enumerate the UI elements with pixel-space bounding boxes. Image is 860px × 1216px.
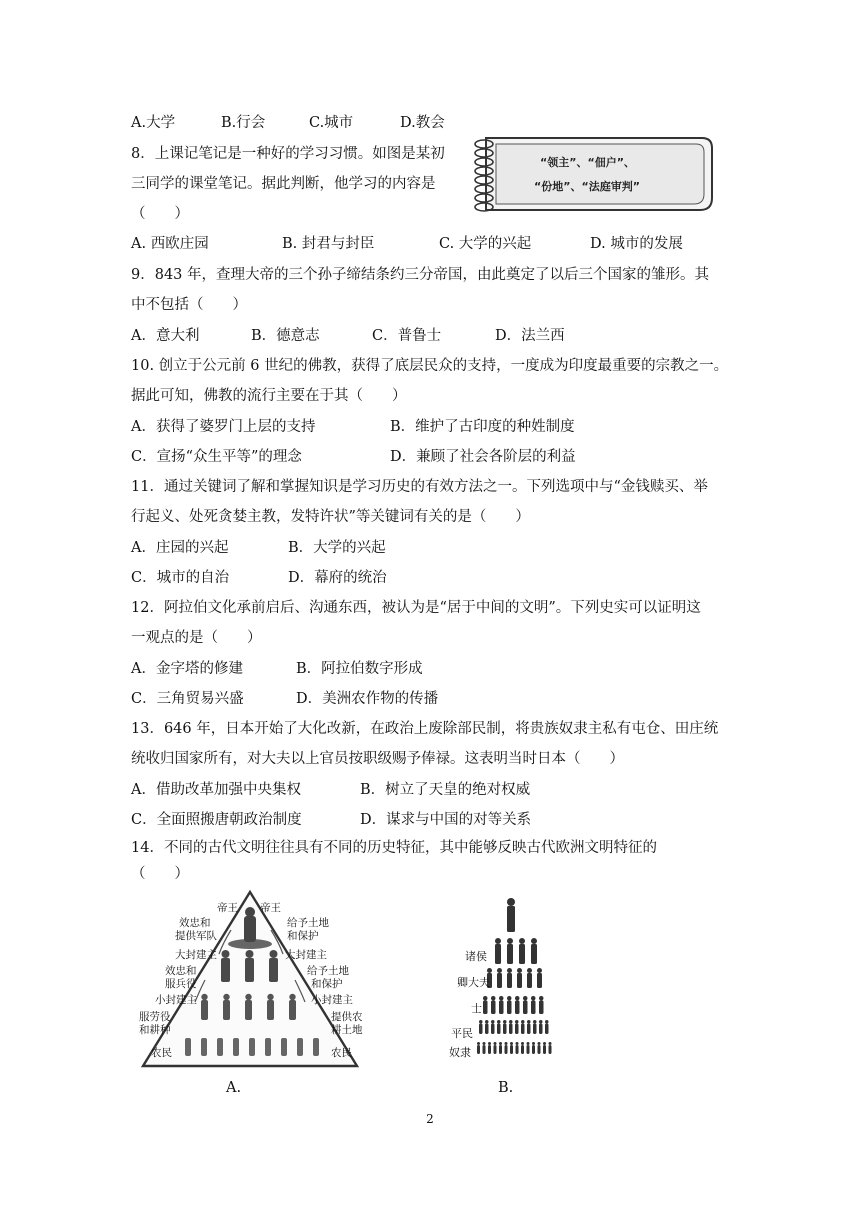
q7-option-b: B.行会 (221, 115, 266, 131)
figb-head-row5-3 (491, 1020, 495, 1024)
figb-head-row5-12 (545, 1020, 549, 1024)
figb-head-row5-7 (515, 1020, 519, 1024)
figa-label-protect-1: 和保护 (287, 930, 319, 942)
figb-head-row6-12 (538, 1042, 541, 1045)
figb-figure-row5-6 (509, 1024, 513, 1035)
figb-head-row2-1 (495, 938, 501, 944)
figb-head-row2-2 (507, 938, 513, 944)
q9-stem-line-2: 中不包括（ ） (131, 297, 247, 313)
figb-figure-row5-9 (527, 1024, 531, 1035)
figa-label-king-left: 帝王 (217, 902, 238, 914)
figb-head-row4-3 (499, 996, 504, 1001)
figb-figure-row4-1 (483, 1001, 488, 1015)
figb-figure-row2-3 (519, 944, 525, 964)
q12-stem-line-1: 12．阿拉伯文化承前启后、沟通东西，被认为是“居于中间的文明”。下列史实可以证明这 (131, 600, 701, 616)
q8-stem-line-3: （ ） (131, 206, 189, 222)
figa-label-king-right: 帝王 (260, 902, 281, 914)
figa-label-grant-land-1: 给予土地 (287, 917, 329, 929)
figb-label-qingdafu: 卿大夫 (457, 976, 490, 989)
figb-figure-row3-3 (507, 973, 512, 988)
q11-stem-line-1: 11．通过关键词了解和掌握知识是学习历史的有效方法之一。下列选项中与“金钱赎买、举 (131, 479, 708, 495)
figb-figure-row6-10 (527, 1045, 530, 1054)
figb-figure-row6-14 (549, 1045, 552, 1054)
figa-label-protect-2: 和保护 (311, 978, 343, 990)
figb-head-row4-6 (523, 996, 528, 1001)
figa-label-big-lord-right: 大封建主 (285, 949, 327, 961)
figb-figure-row6-6 (505, 1045, 508, 1054)
figb-figure-row6-13 (543, 1045, 546, 1054)
q12-option-c: C．三角贸易兴盛 (131, 691, 244, 707)
figb-head-row4-7 (531, 996, 536, 1001)
figb-figure-row6-9 (521, 1045, 524, 1054)
q9-option-c: C．普鲁士 (372, 328, 442, 344)
figb-figure-row4-4 (507, 1001, 512, 1015)
figb-figure-row5-1 (479, 1024, 483, 1035)
figb-head-row4-1 (483, 996, 488, 1001)
q14-stem-line-1: 14．不同的古代文明往往具有不同的历史特征，其中能够反映古代欧洲文明特征的 (131, 840, 657, 856)
figa-label-farmland: 耕土地 (331, 1024, 363, 1036)
q12-option-b: B．阿拉伯数字形成 (296, 661, 423, 677)
figb-head-row4-4 (507, 996, 512, 1001)
figb-figure-row6-1 (477, 1045, 480, 1054)
figb-label-shi: 士 (471, 1002, 482, 1015)
q11-stem-line-2: 行起义、处死贪婪主教，发特许状”等关键词有关的是（ ） (131, 509, 530, 525)
figb-head-row3-2 (497, 968, 502, 973)
figb-figure-row5-8 (521, 1024, 525, 1035)
figa-label-peasant-right: 农民 (331, 1047, 352, 1059)
figb-figure-row3-4 (517, 973, 522, 988)
q14-stem-line-2: （ ） (131, 866, 189, 882)
q13-option-c: C．全面照搬唐朝政治制度 (131, 812, 302, 828)
figb-figure-row4-3 (499, 1001, 504, 1015)
figa-label-small-lord-right: 小封建主 (311, 994, 353, 1006)
q8-option-c: C. 大学的兴起 (439, 236, 532, 252)
figb-head-row3-3 (507, 968, 512, 973)
figb-head-row6-5 (499, 1042, 502, 1045)
q8-option-d: D. 城市的发展 (590, 236, 683, 252)
figa-label-army: 提供军队 (175, 930, 217, 942)
q14-figure-b-zhou-hierarchy (445, 892, 560, 1066)
figb-head-row6-3 (488, 1042, 491, 1045)
q10-option-c: C．宣扬“众生平等”的理念 (131, 449, 302, 465)
figb-figure-row6-8 (516, 1045, 519, 1054)
figb-head-row4-5 (515, 996, 520, 1001)
figb-figure-row5-11 (539, 1024, 543, 1035)
figb-head-row6-4 (494, 1042, 497, 1045)
figb-figure-row6-11 (532, 1045, 535, 1054)
q9-option-d: D．法兰西 (495, 328, 565, 344)
figb-figure-row3-5 (527, 973, 532, 988)
figb-figure-row3-2 (497, 973, 502, 988)
figb-head-row6-7 (510, 1042, 513, 1045)
figa-label-labor-service: 服劳役 (139, 1011, 171, 1023)
figb-head-row6-9 (521, 1042, 524, 1045)
figb-figure-row2-4 (531, 944, 537, 964)
q14-caption-b: B. (498, 1080, 514, 1096)
figb-label-pingmin: 平民 (451, 1027, 473, 1040)
figb-figure-row6-12 (538, 1045, 541, 1054)
figb-figure-row4-7 (531, 1001, 536, 1015)
q12-option-a: A．金字塔的修建 (131, 661, 243, 677)
figa-label-farming: 和耕种 (139, 1024, 171, 1036)
q13-option-a: A．借助改革加强中央集权 (131, 782, 301, 798)
q8-note-line-2: “份地”、“法庭审判” (534, 180, 640, 193)
figb-head-row5-10 (533, 1020, 537, 1024)
figb-figure-row5-12 (545, 1024, 549, 1035)
figb-figure-row2-2 (507, 944, 513, 964)
q12-stem-line-2: 一观点的是（ ） (131, 630, 262, 646)
q10-option-d: D．兼顾了社会各阶层的利益 (390, 449, 576, 465)
figb-head-row6-10 (527, 1042, 530, 1045)
q8-option-a: A. 西欧庄园 (131, 236, 209, 252)
figb-head-row6-2 (483, 1042, 486, 1045)
figb-head-row3-5 (527, 968, 532, 973)
q13-stem-line-1: 13．646 年，日本开始了大化改新，在政治上废除部民制，将贵族奴隶主私有屯仓、田庄统 (131, 721, 719, 737)
figb-figure-row6-2 (483, 1045, 486, 1054)
figb-figure-row3-6 (537, 973, 542, 988)
q14-caption-a: A. (226, 1080, 242, 1096)
figb-label-nuli: 奴隶 (449, 1046, 471, 1059)
q7-option-c: C.城市 (309, 115, 354, 131)
figb-head-row2-4 (531, 938, 537, 944)
q11-option-d: D．幕府的统治 (288, 570, 387, 586)
figb-head-row5-4 (497, 1020, 501, 1024)
figa-label-big-lord-left: 大封建主 (175, 949, 217, 961)
q10-option-b: B．维护了古印度的种姓制度 (390, 419, 575, 435)
figb-head-row3-4 (517, 968, 522, 973)
figb-head-row5-8 (521, 1020, 525, 1024)
figb-head-row5-11 (539, 1020, 543, 1024)
figb-figure-row6-3 (488, 1045, 491, 1054)
figa-label-loyalty-1: 效忠和 (179, 917, 211, 929)
q7-option-d: D.教会 (400, 115, 445, 131)
figb-figure-row2-1 (495, 944, 501, 964)
figb-head-row3-6 (537, 968, 542, 973)
figb-figure-row1-1 (507, 906, 515, 932)
figb-head-row5-9 (527, 1020, 531, 1024)
q8-note-line-1: “领主”、“佃户”、 (540, 156, 635, 169)
q13-stem-line-2: 统收归国家所有，对大夫以上官员按职级赐予俸禄。这表明当时日本（ ） (131, 751, 624, 767)
q8-notebook-image (470, 132, 720, 214)
figb-figure-row6-4 (494, 1045, 497, 1054)
q10-option-a: A．获得了婆罗门上层的支持 (131, 419, 316, 435)
figb-figure-row5-5 (503, 1024, 507, 1035)
q7-option-a: A.大学 (131, 115, 176, 131)
figb-head-row4-8 (539, 996, 544, 1001)
figa-label-grant-land-2: 给予土地 (307, 965, 349, 977)
q11-option-c: C．城市的自治 (131, 570, 230, 586)
figb-figure-row6-7 (510, 1045, 513, 1054)
figa-label-small-lord-left: 小封建主 (155, 994, 197, 1006)
page-number: 2 (426, 1112, 434, 1126)
q10-stem-line-1: 10. 创立于公元前 6 世纪的佛教，获得了底层民众的支持，一度成为印度最重要的宗教之一。 (131, 358, 729, 374)
figb-head-row6-1 (477, 1042, 480, 1045)
figb-head-row1-1 (507, 898, 515, 906)
figb-head-row5-6 (509, 1020, 513, 1024)
figb-head-row4-2 (491, 996, 496, 1001)
figb-figure-row5-2 (485, 1024, 489, 1035)
q10-stem-line-2: 据此可知，佛教的流行主要在于其（ ） (131, 388, 407, 404)
figb-head-row3-1 (487, 968, 492, 973)
figb-figure-row5-3 (491, 1024, 495, 1035)
figb-head-row5-2 (485, 1020, 489, 1024)
figb-figure-row4-2 (491, 1001, 496, 1015)
figa-label-military-service: 服兵役 (165, 978, 197, 990)
figb-figure-row4-8 (539, 1001, 544, 1015)
figb-figure-row4-6 (523, 1001, 528, 1015)
q13-option-b: B．树立了天皇的绝对权威 (360, 782, 531, 798)
figb-head-row6-11 (532, 1042, 535, 1045)
q8-option-b: B. 封君与封臣 (282, 236, 375, 252)
q14-figure-a-feudal-pyramid (135, 888, 365, 1073)
figb-head-row2-3 (519, 938, 525, 944)
q8-stem-line-2: 三同学的课堂笔记。据此判断，他学习的内容是 (131, 176, 436, 192)
figb-head-row6-6 (505, 1042, 508, 1045)
figb-figure-row5-10 (533, 1024, 537, 1035)
q9-stem-line-1: 9．843 年，查理大帝的三个孙子缔结条约三分帝国，由此奠定了以后三个国家的雏形。其 (131, 267, 710, 283)
q8-stem-line-1: 8．上课记笔记是一种好的学习习惯。如图是某初 (131, 146, 445, 162)
figb-head-row6-8 (516, 1042, 519, 1045)
figb-head-row6-13 (543, 1042, 546, 1045)
figb-label-zhuhou: 诸侯 (465, 950, 487, 963)
figa-label-loyalty-2: 效忠和 (165, 965, 197, 977)
q9-option-a: A．意大利 (131, 328, 200, 344)
figb-figure-row5-4 (497, 1024, 501, 1035)
figa-label-provide-farm: 提供农 (331, 1011, 363, 1023)
figb-figure-row4-5 (515, 1001, 520, 1015)
q9-option-b: B．德意志 (251, 328, 320, 344)
figb-figure-row5-7 (515, 1024, 519, 1035)
figa-label-peasant-left: 农民 (151, 1047, 172, 1059)
q13-option-d: D．谋求与中国的对等关系 (360, 812, 532, 828)
figb-figure-row6-5 (499, 1045, 502, 1054)
figb-head-row6-14 (549, 1042, 552, 1045)
q11-option-b: B．大学的兴起 (288, 540, 386, 556)
q11-option-a: A．庄园的兴起 (131, 540, 229, 556)
figb-head-row5-1 (479, 1020, 483, 1024)
figb-head-row5-5 (503, 1020, 507, 1024)
q12-option-d: D．美洲农作物的传播 (296, 691, 439, 707)
